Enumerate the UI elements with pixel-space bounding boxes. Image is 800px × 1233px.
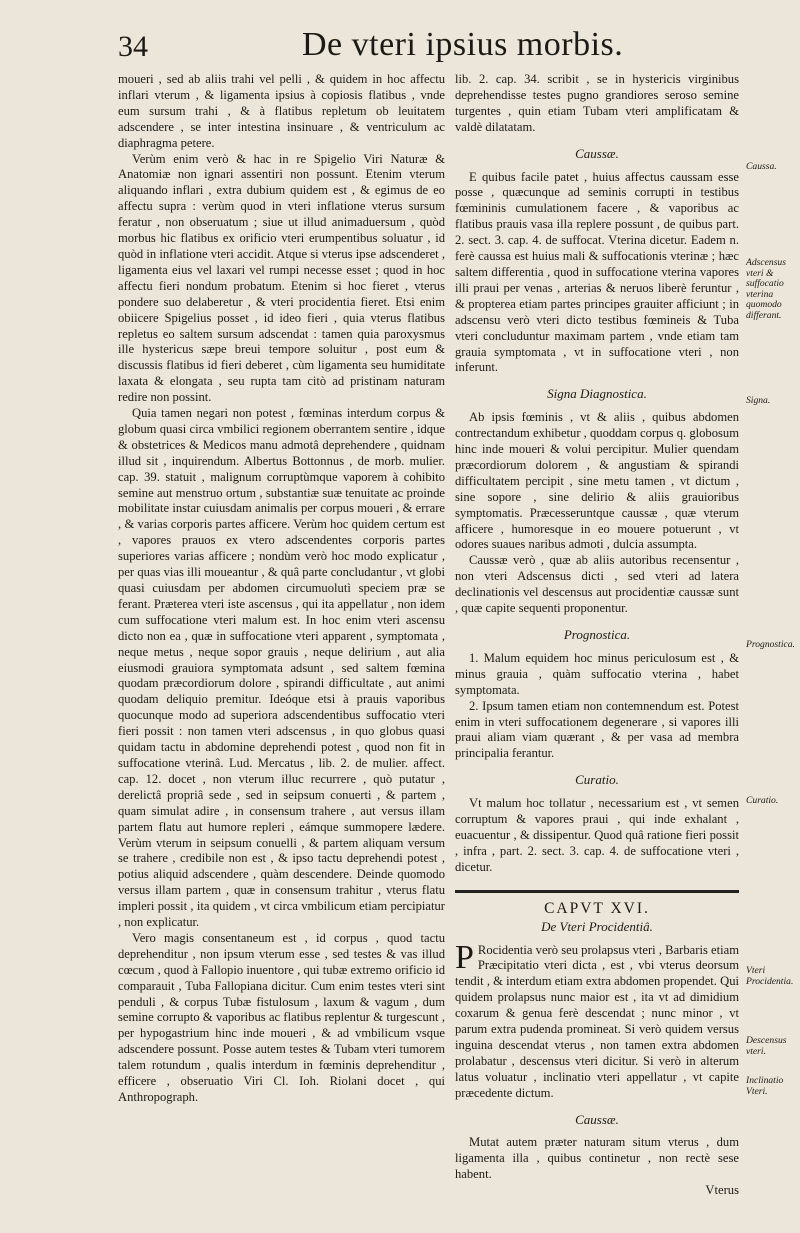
numbered-item: 2. Ipsum tamen etiam non contemnendum est. Potest enim in vteri suffocationem degenerare , si vapores illi praui aliam viam quærant , & per vasa ad membra principalia ferantur. (455, 698, 739, 761)
paragraph: Vero magis consentaneum est , id corpus , quod tactu deprehenditur , non ipsum vterum esse , sed testes & vas illud cœcum , quod à Fallopio inuentore , qui tubæ extremo orificio id comparauit , Tuba Fallopiana dicitur. Cum enim testes vteri sint penduli , & corpus Tubæ fistulosum , laxum & vagum , dum semine corrupto & vaporibus ac flatibus replentur & turgescunt , per hypogastrium hinc inde moueri , & ad vmbilicum vsque adscendere possunt. Posse autem testes & Tubam vteri tumorem talem rotundum , qualis interdum in fœminis deprehenditur , efficere , obseruatio Viri Cl. Ioh. Riolani docet , qui Anthropograph. (118, 930, 445, 1104)
paragraph-text: Rocidentia verò seu prolapsus vteri , Barbaris etiam Præcipitatio vteri dicta , est , vbi vterus deorsum tendit , & interdum etiam extra abdomen propendet. Qui quidem prolapsus nunc maior est , ita vt ad dimidium coxarum & genua ferè descendat ; nunc minor , vt parum extra pudenda promineat. Si verò quidem versus inguina descendat vterus , non tamen extra abdomen prolabatur , descensus vteri dicitur. Si verò in alterum latus voluatur , inclinatio vteri appellatur , vt capite præcedente dictum. (455, 942, 739, 1100)
margin-note: Inclinatio Vteri. (746, 1075, 784, 1097)
paragraph: Ab ipsis fœminis , vt & aliis , quibus abdomen contrectandum exhibetur , quoddam corpus q. globosum hinc inde moueri & volui percipitur. Mulier quendam præcordiorum dolorem , & angustiam & spirandi difficultatem percipit , sine metu tamen , vt dictum , sine sopore , sine delirio & aliis grauioribus symptomatis. Præcesseruntque caussæ , quæ vterum afficere , humoresque in eo mouere potuerunt , vt odores suaues naribus admoti , dulcia assumpta. (455, 410, 739, 552)
paragraph: moueri , sed ab aliis trahi vel pelli , & quidem in hoc affectu inflari vterum , & ligamenta ipsius à copiosis flatibus , vnde eum sursum trahi , & à flatibus repletum ob leuitatem adscendere , se inter intestina insinuare , & ventriculum ac diaphragma petere. (118, 72, 445, 150)
paragraph: Vt malum hoc tollatur , necessarium est , vt semen corruptum & vapores praui , qui inde exhalant , euacuentur , & dissipentur. Quod quâ ratione fieri possit , infra , part. 2. sect. 3. cap. 4. de suffocatione vteri , dicetur. (455, 796, 739, 874)
margin-note: Vteri Procidentia. (746, 965, 794, 987)
chapter-subtitle: De Vteri Procidentiâ. (541, 918, 653, 934)
paragraph (455, 938, 739, 1102)
drop-initial: P (455, 938, 474, 976)
section-heading: Prognostica. (563, 627, 631, 642)
paragraph: Mutat autem præter naturam situm vterus , dum ligamenta illa , quibus continetur , non rectè sese habent. (455, 1135, 739, 1182)
section-heading: Curatio. (575, 772, 619, 788)
paragraph: lib. 2. cap. 34. scribit , se in hystericis virginibus deprehendisse testes pugno grandiores seroso semine turgentes , quin etiam Tubam vteri amplificatam & valdè dilatatam. (455, 72, 739, 134)
numbered-item: 1. Malum equidem hoc minus periculosum est , & minus grauia , quàm suffocatio vterina , habet symptomata. (455, 650, 739, 697)
paragraph: Caussæ verò , quæ ab aliis autoribus recensentur , non vteri Adscensus dicti , sed vteri ad latera declinationis vel descensus aut procidentiæ caussæ sunt , quæ capite sequenti proponentur. (455, 553, 739, 616)
chapter-title: CAPVT XVI. (544, 899, 650, 917)
margin-note: Caussa. (746, 161, 777, 172)
section-heading: Caussæ. (575, 1111, 619, 1127)
paragraph: Quia tamen negari non potest , fœminas interdum corpus & globum quasi circa vmbilici regionem oberrantem sentire , idque & obstetrices & Medicos manu admotâ deprehendere , quidnam illud sit , inquirendum. Albertus Bottonnus , de morb. mulier. cap. 39. statuit , malignum corruptùmque vaporem à cohibito semine aut menstruo ortum , substantiæ suæ tenuitate ac proinde mobilitate instar cuiusdam animalis per corpus moueri , & errare , & varias corporis partes afficere. Verùm hoc quidem certum est , vapores prauos ex vtero adscendentes corporis partes superiores varias afficere ; nondùm verò hoc modo explicatur , per quas vias illi moueantur , & quâ parte concludantur , vt globi quasi cuiusdam per abdomen circumuolutì speciem præ se ferant. Præterea vteri iste ascensus , qui ita appellatur , non idem cum suffocatione vteri malum est. In hoc enim vteri ascensu dicto non ea , quæ in suffocatione vteri apparent , symptomata , neque metus , neque sopor grauis , neque delirium , aut alia eiusmodi grauiora symptomata adsunt , sed saltem fœmina quodam præcordiorum dolore , spirandi difficultate , aut animi quodam deliquio premitur. Ideóque etsi à prauis vaporibus quocunque modo ad superiora adscendentibus suffocatio vteri fieri possit : non tamen vteri adscensus , in quo globus quasi quidam tactu in abdomine deprehendi potest , quod non fit in suffocatione vterinâ. Lud. Mercatus , lib. 2. de mulier. affect. cap. 12. docet , non vterum illuc recurrere , quò putatur , derelictâ propriâ sede , sed in seipsum conuerti , & partem , quam simulat adire , in consensum trahere , aut versus illam partem flatu aut humore repleri , eámque summopere lædere. Verùm vterum in seipsum conuelli , & partem aliquam versum se trahere , credibile non est , & ipso tactu deprehendi potest , potius aliquid adscendere , quàm descendere. Deinde quomodo versus illam partem , quæ in consensum trahitur , vterus flatu impleri possit , ita quidem , vt circa vmbilicum etiam percipiatur , non explicatur. (118, 406, 445, 930)
right-column (455, 72, 739, 1199)
chapter-rule (455, 890, 739, 893)
margin-note: Descensus vteri. (746, 1035, 787, 1057)
margin-note: Curatio. (746, 795, 779, 806)
section-heading: Signa Diagnostica. (547, 386, 647, 402)
section-heading: Caussæ. (575, 145, 619, 161)
paragraph: Verùm enim verò & hac in re Spigelio Viri Naturæ & Anatomiæ non ignari assentiri non possunt. Etenim vterum aliquando inflari , extra dubium quidem est , & egimus de eo affectu supra : verùm quod in vteri inflatione vterus sursum feratur , non obseruatum ; siue ut illud animaduersum , quòd morbus hic flatibus ex orificio vteri erumpentibus soluatur , id quòd in inflatione vteri accidit. Atque si vterus ipse adscenderet , ligamenta eius vel laxari vel rumpi necesse esset ; quod in hoc affectu fieri nondum probatum. Etenim si hoc fieret , vterus pondere suo delaberetur , & vteri procidentia fieret. Etsi enim obiicere Spigelius posset , id ideo fieri , quia vterus flatibus repletus eo saltem sursum adscendat : tamen quia paroxysmus ille hystericus sæpe breui tempore soluitur , post eum & discussis flatibus id fieri deberet , cùm ligamenta seu humiditate laxata & elongata , seu rupta tam citò ad pristinam naturam redire non possint. (118, 151, 445, 405)
margin-note: Signa. (746, 395, 771, 406)
running-title: De vteri ipsius morbis. (302, 26, 624, 63)
margin-note: Adscensus vteri & suffocatio vterina quomodo differant. (746, 257, 786, 321)
paragraph: E quibus facile patet , huius affectus caussam esse posse , quæcunque ad seminis corrupti in testibus fœmininis cumulationem facere , & vaporibus ac flatibus prauis vasa illa replere possunt , de quibus part. 2. sect. 3. cap. 4. de suffocat. Vterina dicetur. Eadem n. ferè caussa est huius mali & suffocationis vterinæ ; hæc saltem differentia , quod in suffocatione vterina vapores illi praui per venas , arterias & neruos liberè feruntur , & propterea etiam partes principes grauiter afficiunt ; in adscensu verò vteri dicto testibus fœmineis & Tuba vteri concluduntur maximam partem , vnde etiam tam grauia symptomata , vt in suffocatione vteri , non inferunt. (455, 169, 739, 375)
catchword: Vterus (705, 1183, 739, 1198)
page-number: 34 (118, 30, 148, 63)
left-column (118, 72, 445, 1106)
margin-note: Prognostica. (746, 639, 795, 650)
